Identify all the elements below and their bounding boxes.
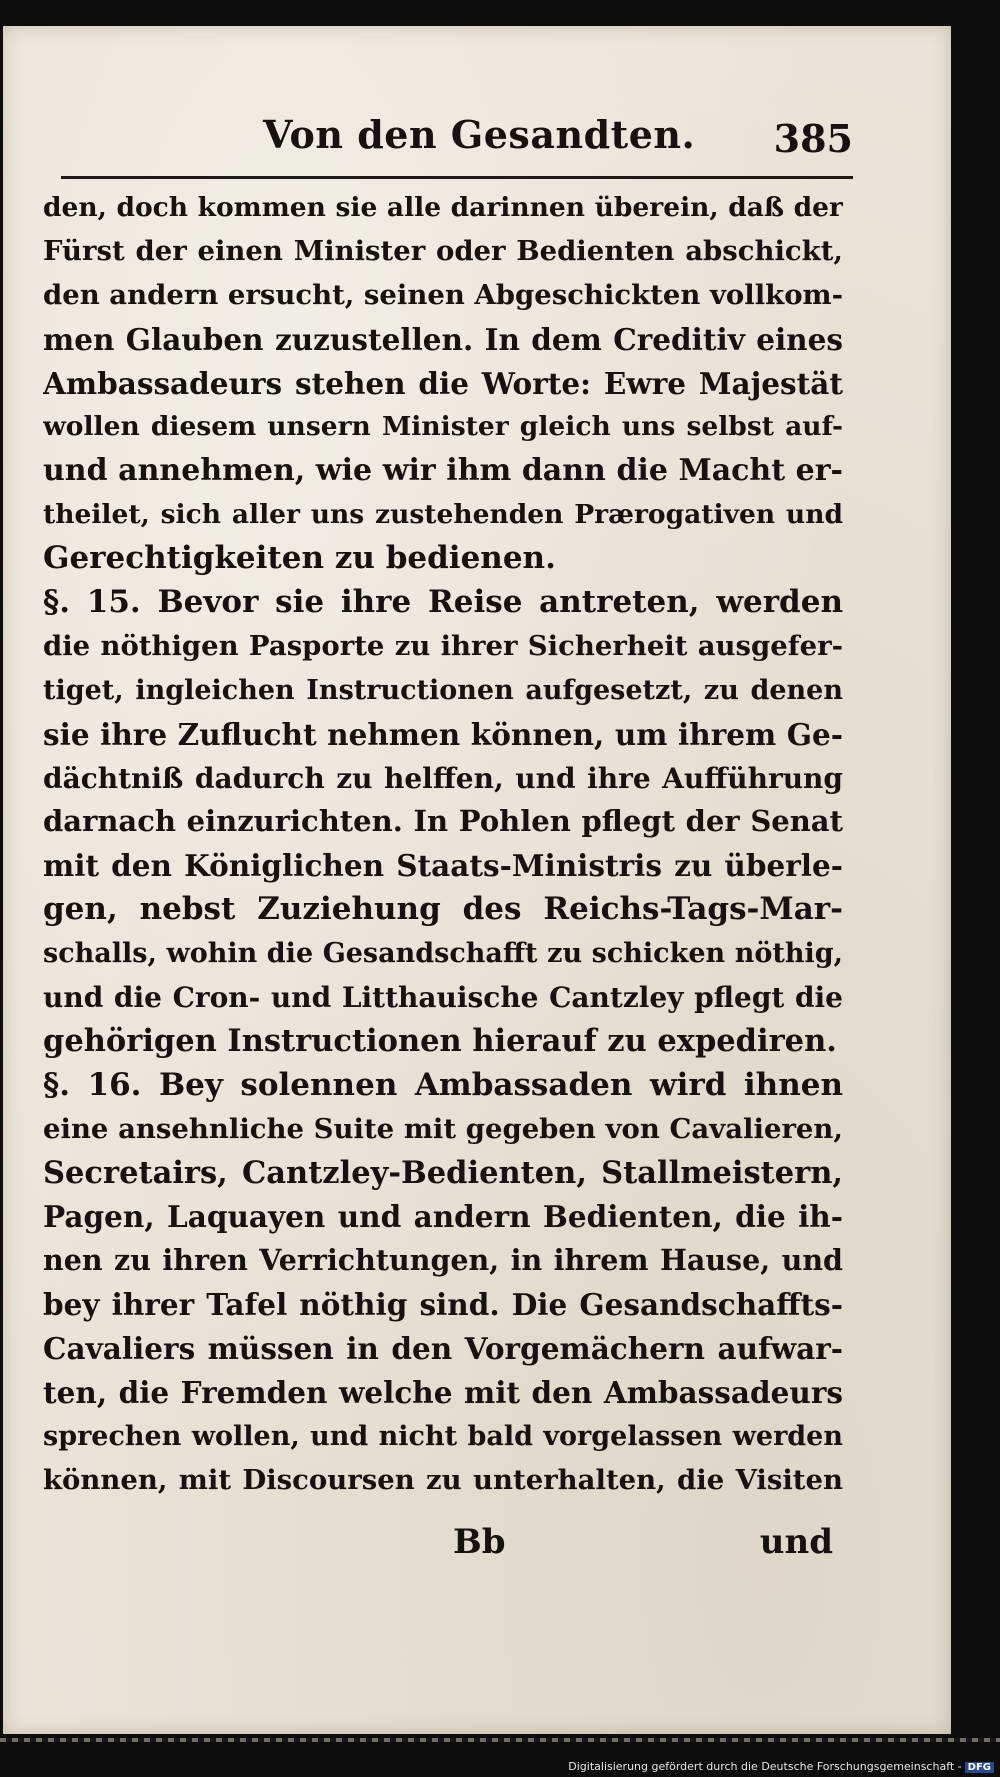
text-line: darnach einzurichten. In Pohlen pflegt der Senat — [43, 804, 843, 839]
text-line: ten, die Fremden welche mit den Ambassadeurs — [43, 1375, 843, 1411]
text-line: eine ansehnliche Suite mit gegeben von Cavalieren, — [43, 1112, 843, 1145]
page-number: 385 — [773, 116, 853, 161]
text-line: und die Cron- und Litthauische Cantzley pflegt die — [43, 981, 843, 1015]
digitization-footer — [568, 1760, 994, 1773]
running-head-title: Von den Gesandten. — [263, 112, 696, 157]
text-line: schalls, wohin die Gesandschafft zu schicken nöthig, — [43, 938, 843, 970]
text-line: Ambassadeurs stehen die Worte: Ewre Majestät — [43, 365, 843, 401]
text-line: sprechen wollen, und nicht bald vorgelassen werden — [43, 1420, 843, 1452]
text-line: §. 15. Bevor sie ihre Reise antreten, werden — [43, 584, 843, 621]
body-text — [43, 186, 843, 1503]
text-line: §. 16. Bey solennen Ambassaden wird ihnen — [43, 1066, 843, 1103]
text-line: dächtniß dadurch zu helffen, und ihre Aufführung — [43, 761, 843, 795]
header-rule — [61, 176, 853, 179]
book-page — [3, 26, 951, 1734]
text-line: gen, nebst Zuziehung des Reichs-Tags-Mar- — [43, 891, 843, 928]
text-line: Secretairs, Cantzley-Bedienten, Stallmeistern, — [43, 1154, 843, 1191]
text-line: Fürst der einen Minister oder Bedienten abschickt, — [43, 234, 843, 267]
text-line: Pagen, Laquayen und andern Bedienten, die ih- — [43, 1199, 843, 1235]
dfg-logo: DFG — [965, 1762, 994, 1773]
footer-text: Digitalisierung gefördert durch die Deutsche Forschungsgemeinschaft - — [568, 1760, 962, 1773]
running-head — [63, 112, 853, 172]
text-line: können, mit Discoursen zu unterhalten, die Visiten — [43, 1463, 843, 1496]
text-line: men Glauben zuzustellen. In dem Creditiv eines — [43, 321, 843, 357]
text-line: Gerechtigkeiten zu bedienen. — [43, 540, 556, 577]
text-line: den, doch kommen sie alle darinnen überein, daß der — [43, 192, 843, 223]
text-line: mit den Königlichen Staats-Ministris zu überle- — [43, 848, 843, 884]
page-foot — [43, 1522, 833, 1572]
text-line: den andern ersucht, seinen Abgeschickten vollkom- — [43, 278, 843, 311]
catchword: und — [759, 1522, 833, 1562]
text-line: gehörigen Instructionen hierauf zu expediren. — [43, 1022, 837, 1059]
text-line: und annehmen, wie wir ihm dann die Macht er- — [43, 453, 843, 489]
text-line: bey ihrer Tafel nöthig sind. Die Gesandschaffts- — [43, 1287, 843, 1323]
signature-mark: Bb — [453, 1522, 506, 1562]
text-line: wollen diesem unsern Minister gleich uns selbst auf- — [43, 411, 843, 443]
text-line: nen zu ihren Verrichtungen, in ihrem Hause, und — [43, 1243, 843, 1278]
text-line: theilet, sich aller uns zustehenden Prærogativen und — [43, 499, 843, 531]
page-edge — [0, 1738, 1000, 1742]
text-line: tiget, ingleichen Instructionen aufgesetzt, zu denen — [43, 674, 843, 706]
text-line: Cavaliers müssen in den Vorgemächern aufwar- — [43, 1331, 843, 1367]
text-line: die nöthigen Pasporte zu ihrer Sicherheit ausgefer- — [43, 629, 843, 662]
text-line: sie ihre Zuflucht nehmen können, um ihrem Ge- — [43, 716, 843, 752]
